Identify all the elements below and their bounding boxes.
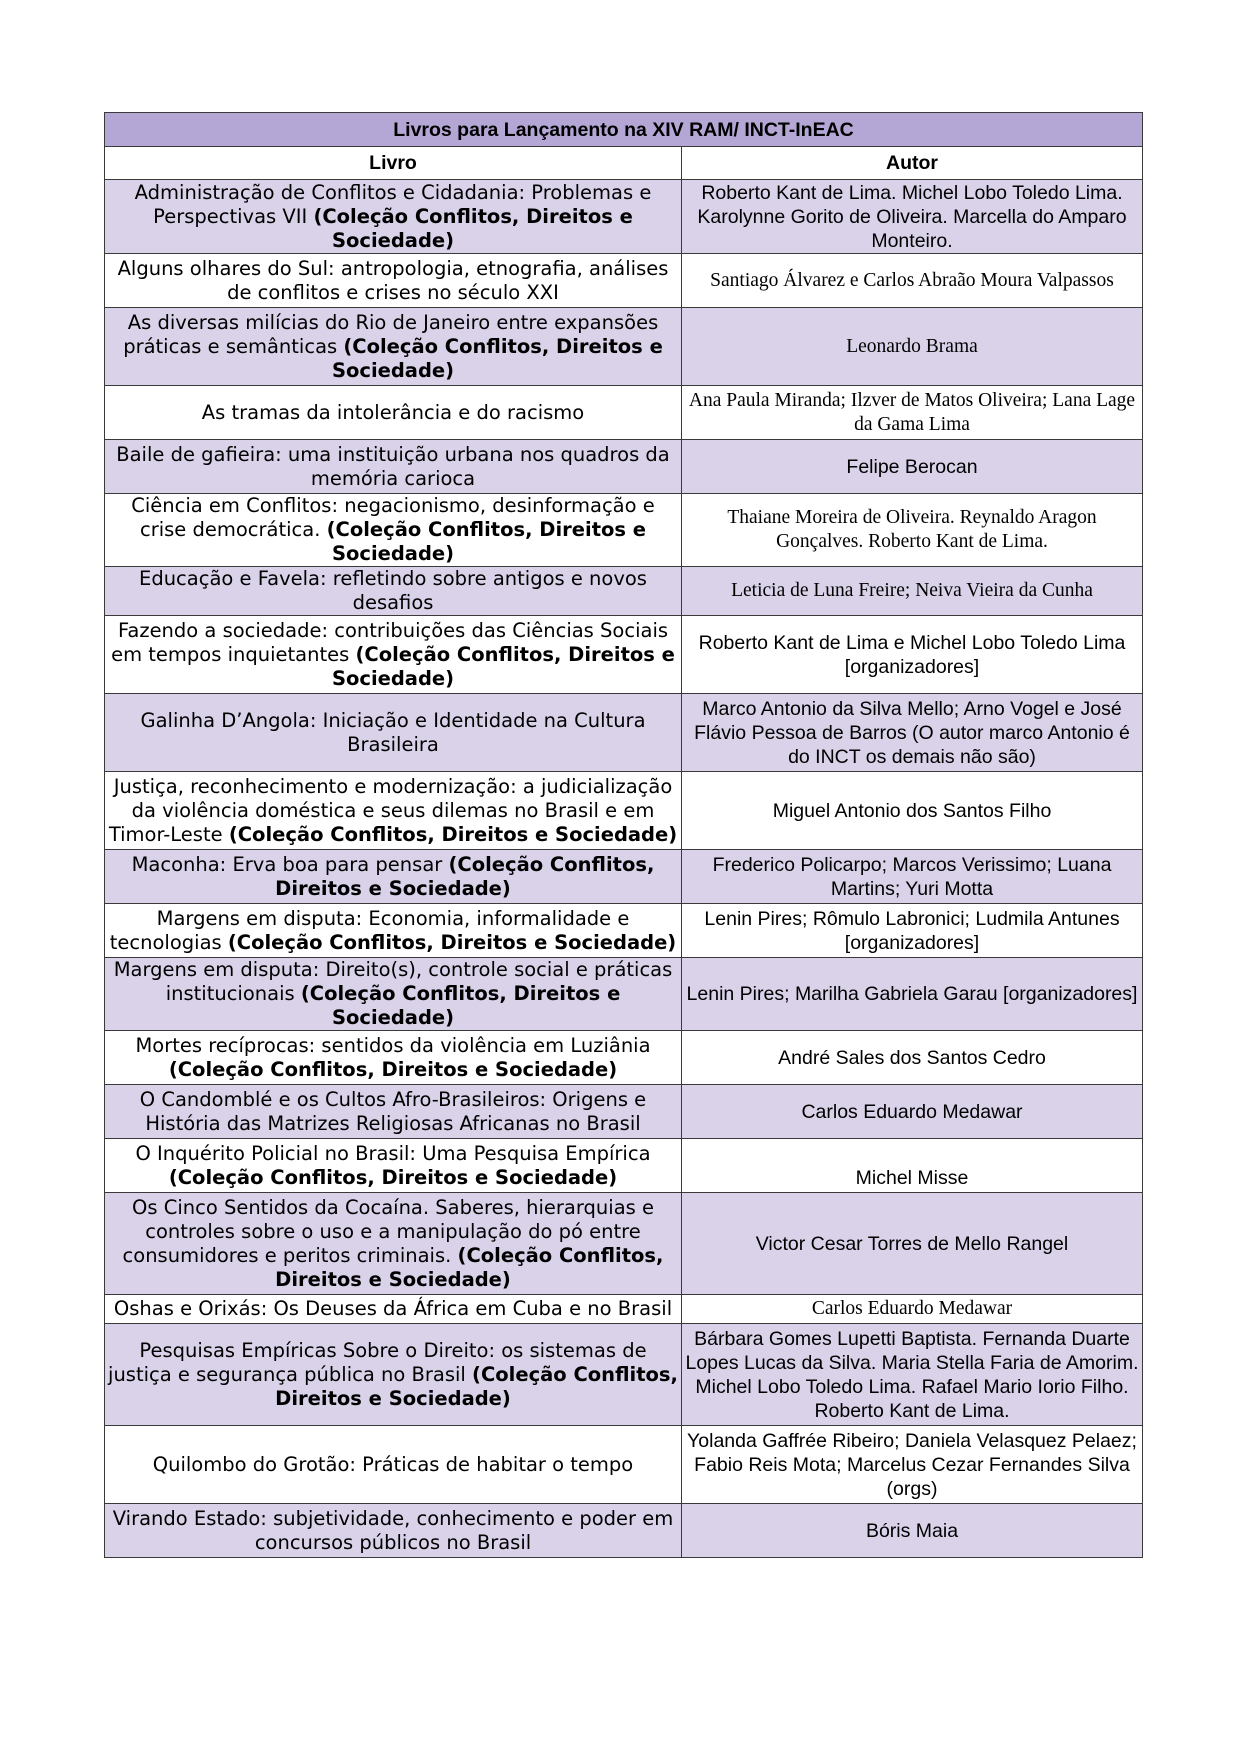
table-title: Livros para Lançamento na XIV RAM/ INCT-InEAC <box>105 113 1143 147</box>
collection-label: (Coleção Conflitos, Direitos e Sociedade) <box>227 930 677 954</box>
table-row <box>105 1031 1143 1085</box>
book-cell <box>105 308 682 386</box>
author-cell: Leonardo Brama <box>682 308 1143 386</box>
table-row <box>105 958 1143 1031</box>
book-title: Os Cinco Sentidos da Cocaína. Saberes, hierarquias e controles sobre o uso e a manipulação do pó entre consumidores e peritos criminais. <box>122 1195 654 1267</box>
book-title: Quilombo do Grotão: Práticas de habitar o tempo <box>152 1452 634 1476</box>
author-cell: Frederico Policarpo; Marcos Verissimo; Luana Martins; Yuri Motta <box>682 850 1143 904</box>
book-title: Fazendo a sociedade: contribuições das Ciências Sociais em tempos inquietantes <box>111 618 669 666</box>
book-cell <box>105 694 682 772</box>
book-title: Ciência em Conflitos: negacionismo, desinformação e crise democrática. <box>131 494 655 541</box>
author-cell: Leticia de Luna Freire; Neiva Vieira da Cunha <box>682 567 1143 616</box>
book-cell <box>105 616 682 694</box>
author-cell: Yolanda Gaffrée Ribeiro; Daniela Velasquez Pelaez; Fabio Reis Mota; Marcelus Cezar Fernandes Silva (orgs) <box>682 1426 1143 1504</box>
book-cell <box>105 850 682 904</box>
book-title: As tramas da intolerância e do racismo <box>201 400 585 424</box>
collection-label: (Coleção Conflitos, Direitos e Sociedade) <box>300 982 621 1029</box>
table-row <box>105 1504 1143 1558</box>
book-cell <box>105 958 682 1031</box>
author-cell: Felipe Berocan <box>682 440 1143 494</box>
book-cell <box>105 1085 682 1139</box>
book-title: O Candomblé e os Cultos Afro-Brasileiros: Origens e História das Matrizes Religiosas Africanas no Brasil <box>139 1087 647 1135</box>
book-cell <box>105 180 682 254</box>
book-title: Alguns olhares do Sul: antropologia, etnografia, análises de conflitos e crises no século XXI <box>117 256 669 304</box>
book-cell <box>105 1193 682 1295</box>
table-row <box>105 308 1143 386</box>
author-cell: Roberto Kant de Lima e Michel Lobo Toledo Lima [organizadores] <box>682 616 1143 694</box>
table-row <box>105 254 1143 308</box>
book-cell <box>105 1031 682 1085</box>
table-row <box>105 1139 1143 1193</box>
author-cell: Victor Cesar Torres de Mello Rangel <box>682 1193 1143 1295</box>
author-cell: André Sales dos Santos Cedro <box>682 1031 1143 1085</box>
collection-label: (Coleção Conflitos, Direitos e Sociedade) <box>228 822 678 846</box>
book-cell <box>105 494 682 567</box>
book-cell <box>105 1324 682 1426</box>
author-cell: Miguel Antonio dos Santos Filho <box>682 772 1143 850</box>
book-cell <box>105 1426 682 1504</box>
table-row <box>105 494 1143 567</box>
book-cell <box>105 254 682 308</box>
book-cell <box>105 386 682 440</box>
collection-label: (Coleção Conflitos, Direitos e Sociedade) <box>275 852 655 900</box>
book-title: Margens em disputa: Direito(s), controle social e práticas institucionais <box>113 958 673 1005</box>
book-title: Baile de gafieira: uma instituição urbana nos quadros da memória carioca <box>116 442 670 490</box>
book-cell <box>105 772 682 850</box>
book-title: Galinha D’Angola: Iniciação e Identidade na Cultura Brasileira <box>140 708 646 756</box>
book-cell <box>105 1504 682 1558</box>
column-header-row <box>105 147 1143 180</box>
book-title: Virando Estado: subjetividade, conhecimento e poder em concursos públicos no Brasil <box>112 1506 674 1554</box>
book-cell <box>105 1295 682 1324</box>
table-row <box>105 1295 1143 1324</box>
table-row <box>105 1426 1143 1504</box>
book-cell <box>105 904 682 958</box>
table-row <box>105 180 1143 254</box>
table-row <box>105 1085 1143 1139</box>
book-title: Pesquisas Empíricas Sobre o Direito: os sistemas de justiça e segurança pública no Brasil <box>108 1338 647 1386</box>
table-row <box>105 440 1143 494</box>
author-cell: Carlos Eduardo Medawar <box>682 1295 1143 1324</box>
book-title: As diversas milícias do Rio de Janeiro entre expansões práticas e semânticas <box>123 310 659 358</box>
author-cell: Thaiane Moreira de Oliveira. Reynaldo Aragon Gonçalves. Roberto Kant de Lima. <box>682 494 1143 567</box>
book-title: Administração de Conflitos e Cidadania: Problemas e Perspectivas VII <box>134 180 652 228</box>
collection-label: (Coleção Conflitos, Direitos e Sociedade) <box>331 334 663 382</box>
table-row <box>105 904 1143 958</box>
author-cell: Lenin Pires; Marilha Gabriela Garau [organizadores] <box>682 958 1143 1031</box>
book-title: Maconha: Erva boa para pensar <box>131 852 443 876</box>
book-title: Justiça, reconhecimento e modernização: a judicialização da violência doméstica e seus dilemas no Brasil e em Timor-Leste <box>108 774 673 846</box>
table-row <box>105 567 1143 616</box>
author-cell: Lenin Pires; Rômulo Labronici; Ludmila Antunes [organizadores] <box>682 904 1143 958</box>
table-row <box>105 386 1143 440</box>
collection-label: (Coleção Conflitos, Direitos e Sociedade) <box>275 1243 664 1291</box>
author-cell: Michel Misse <box>682 1139 1143 1193</box>
author-cell: Marco Antonio da Silva Mello; Arno Vogel e José Flávio Pessoa de Barros (O autor marco Antonio é do INCT os demais não são) <box>682 694 1143 772</box>
book-cell <box>105 1139 682 1193</box>
book-cell <box>105 440 682 494</box>
table-title-row <box>105 113 1143 147</box>
collection-label: (Coleção Conflitos, Direitos e Sociedade) <box>331 642 675 690</box>
author-cell: Roberto Kant de Lima. Michel Lobo Toledo Lima. Karolynne Gorito de Oliveira. Marcella do Amparo Monteiro. <box>682 180 1143 254</box>
table-row <box>105 694 1143 772</box>
author-cell: Santiago Álvarez e Carlos Abraão Moura Valpassos <box>682 254 1143 308</box>
table-row <box>105 1324 1143 1426</box>
author-cell: Ana Paula Miranda; Ilzver de Matos Oliveira; Lana Lage da Gama Lima <box>682 386 1143 440</box>
book-title: Oshas e Orixás: Os Deuses da África em Cuba e no Brasil <box>113 1297 673 1320</box>
collection-label: (Coleção Conflitos, Direitos e Sociedade) <box>275 1362 678 1410</box>
book-title: Educação e Favela: refletindo sobre antigos e novos desafios <box>139 567 647 614</box>
book-title: Margens em disputa: Economia, informalidade e tecnologias <box>109 906 630 954</box>
author-cell: Carlos Eduardo Medawar <box>682 1085 1143 1139</box>
collection-label: (Coleção Conflitos, Direitos e Sociedade) <box>168 1165 618 1189</box>
author-cell: Bóris Maia <box>682 1504 1143 1558</box>
table-row <box>105 772 1143 850</box>
book-title: Mortes recíprocas: sentidos da violência em Luziânia <box>135 1033 651 1057</box>
book-cell <box>105 567 682 616</box>
table-row <box>105 850 1143 904</box>
book-title: O Inquérito Policial no Brasil: Uma Pesquisa Empírica <box>135 1141 651 1165</box>
collection-label: (Coleção Conflitos, Direitos e Sociedade) <box>313 204 633 252</box>
books-table <box>104 112 1143 1558</box>
author-cell: Bárbara Gomes Lupetti Baptista. Fernanda Duarte Lopes Lucas da Silva. Maria Stella Faria de Amorim. Michel Lobo Toledo Lima. Rafael Mario Iorio Filho. Roberto Kant de Lima. <box>682 1324 1143 1426</box>
table-row <box>105 616 1143 694</box>
collection-label: (Coleção Conflitos, Direitos e Sociedade) <box>326 518 647 565</box>
column-header-author: Autor <box>682 147 1143 180</box>
table-row <box>105 1193 1143 1295</box>
collection-label: (Coleção Conflitos, Direitos e Sociedade) <box>168 1057 618 1081</box>
column-header-book: Livro <box>105 147 682 180</box>
